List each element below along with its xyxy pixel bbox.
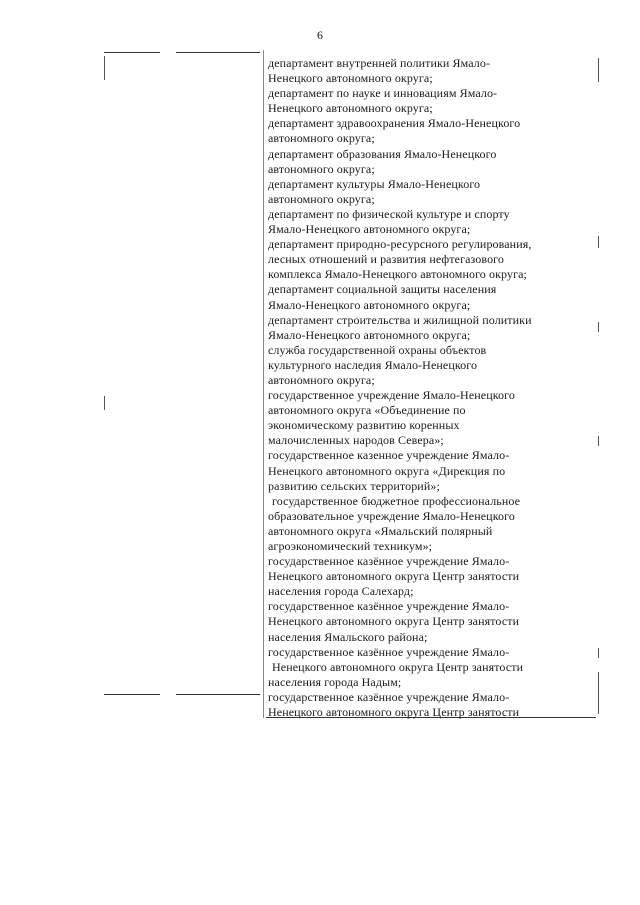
- right-border-6: [598, 672, 599, 714]
- text-line: государственное учреждение Ямало-Ненецкого: [268, 388, 515, 403]
- text-line: автономного округа;: [268, 131, 375, 146]
- text-line: департамент по физической культуре и спорту: [268, 206, 510, 221]
- text-line: автономного округа;: [268, 372, 375, 387]
- text-line: департамент культуры Ямало-Ненецкого: [268, 176, 481, 191]
- text-line: государственное бюджетное профессиональное: [272, 493, 521, 508]
- text-line: государственное казенное учреждение Ямало-: [268, 448, 510, 463]
- right-border-5: [598, 648, 599, 658]
- text-line: автономного округа;: [268, 191, 375, 206]
- text-line: Ненецкого автономного округа;: [268, 71, 433, 86]
- text-line: автономного округа «Объединение по: [268, 403, 466, 418]
- right-border-2: [598, 236, 599, 248]
- right-border-3: [598, 322, 599, 332]
- text-line: Ямало-Ненецкого автономного округа;: [268, 297, 471, 312]
- institution-list: [268, 56, 598, 720]
- table-rule-top-left-1: [104, 52, 160, 53]
- text-line: экономическому развитию коренных: [268, 418, 460, 433]
- left-border-2: [104, 396, 105, 410]
- table-rule-bottom-left-1: [104, 694, 160, 695]
- text-line: образовательное учреждение Ямало-Ненецкого: [268, 508, 515, 523]
- text-line: государственное казённое учреждение Ямало-: [268, 554, 510, 569]
- text-line: Ненецкого автономного округа Центр занятости: [268, 569, 520, 584]
- text-line: Ненецкого автономного округа Центр занятости: [268, 614, 520, 629]
- text-line: департамент внутренней политики Ямало-: [268, 56, 491, 70]
- text-line: культурного наследия Ямало-Ненецкого: [268, 357, 478, 372]
- left-border-1: [104, 56, 105, 80]
- text-line: департамент социальной защиты населения: [268, 282, 497, 297]
- text-line: департамент здравоохранения Ямало-Ненецкого: [268, 116, 521, 131]
- text-line: населения города Салехард;: [268, 584, 414, 599]
- text-line: населения Ямальского района;: [268, 629, 428, 644]
- text-line: Ненецкого автономного округа Центр занятости: [272, 659, 524, 674]
- text-line: лесных отношений и развития нефтегазового: [268, 252, 504, 267]
- text-line: Ямало-Ненецкого автономного округа;: [268, 327, 471, 342]
- text-line: Ненецкого автономного округа Центр занятости: [268, 705, 520, 720]
- text-line: Ненецкого автономного округа «Дирекция по: [268, 463, 506, 478]
- table-rule-bottom-left-2: [176, 694, 260, 695]
- text-line: населения города Надым;: [268, 674, 402, 689]
- text-line: департамент образования Ямало-Ненецкого: [268, 146, 497, 161]
- text-line: Ненецкого автономного округа;: [268, 101, 433, 116]
- middle-border: [263, 50, 264, 718]
- text-line: Ямало-Ненецкого автономного округа;: [268, 222, 471, 237]
- text-line: государственное казённое учреждение Ямало-: [268, 689, 510, 704]
- text-line: агроэкономический техникум»;: [268, 539, 433, 553]
- text-line: служба государственной охраны объектов: [268, 342, 487, 357]
- text-line: департамент природно-ресурсного регулирования,: [268, 237, 532, 252]
- text-line: автономного округа «Ямальский полярный: [268, 523, 493, 538]
- text-line: комплекса Ямало-Ненецкого автономного округа;: [268, 267, 527, 282]
- text-line: автономного округа;: [268, 161, 375, 176]
- page-number: 6: [317, 28, 323, 42]
- text-line: малочисленных народов Севера»;: [268, 433, 444, 448]
- text-line: развитию сельских территорий»;: [268, 478, 440, 493]
- text-line: государственное казённое учреждение Ямало-: [268, 599, 510, 614]
- right-border-1: [598, 58, 599, 82]
- right-border-4: [598, 436, 599, 446]
- text-line: департамент строительства и жилищной политики: [268, 312, 532, 327]
- text-line: департамент по науке и инновациям Ямало-: [268, 86, 498, 101]
- text-line: государственное казённое учреждение Ямало-: [268, 644, 510, 659]
- table-rule-top-left-2: [176, 52, 260, 53]
